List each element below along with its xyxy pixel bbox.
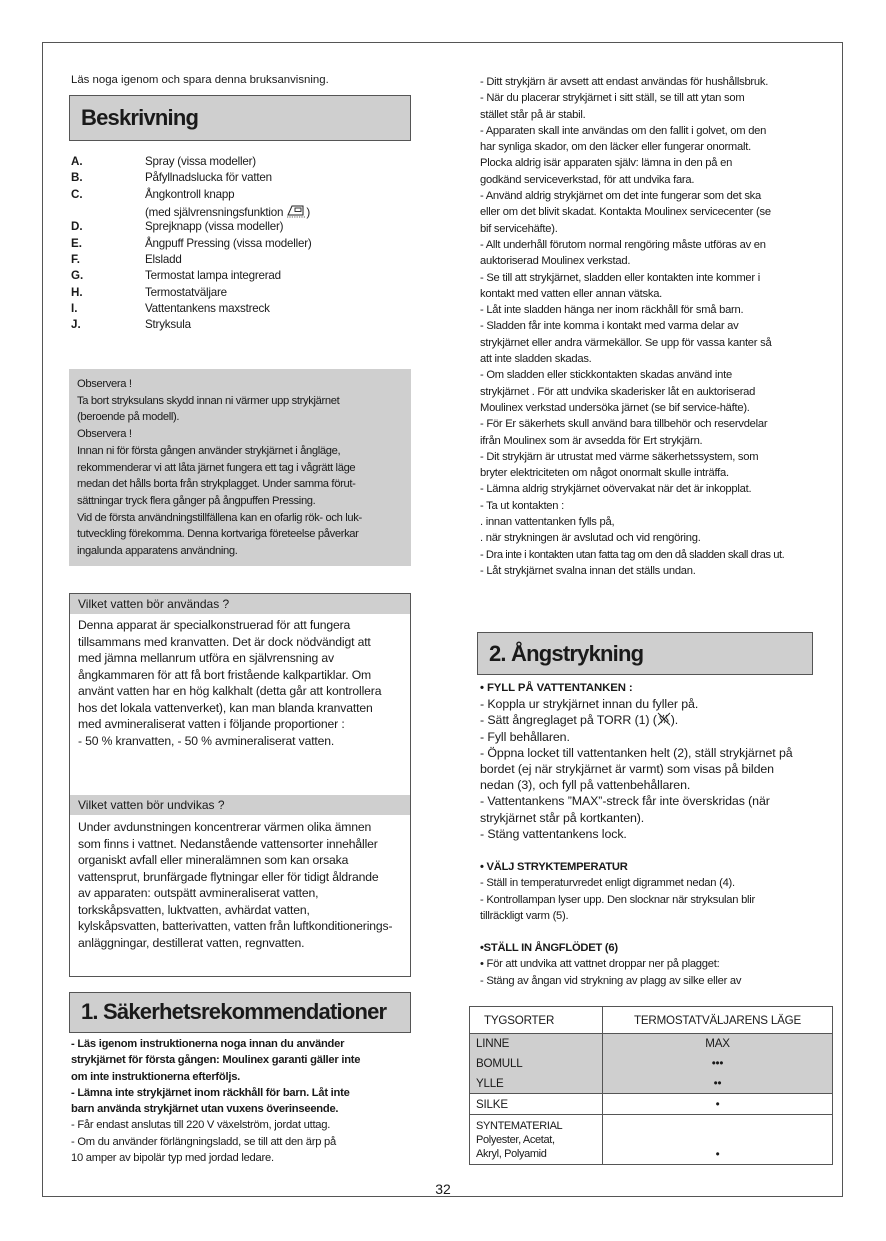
steam-title: 2. Ångstrykning xyxy=(489,641,644,666)
description-item: B. Påfyllnadslucka för vatten xyxy=(71,171,272,185)
description-item: E. Ångpuff Pressing (vissa modeller) xyxy=(71,236,312,250)
table-header-fabric: TYGSORTER xyxy=(470,1007,603,1034)
water-use-title: Vilket vatten bör användas ? xyxy=(70,594,410,614)
table-header-setting: TERMOSTATVÄLJARENS LÄGE xyxy=(603,1007,833,1034)
description-item: C. Ångkontroll knapp xyxy=(71,187,235,201)
water-avoid-title: Vilket vatten bör undvikas ? xyxy=(70,795,410,815)
fill-tank-section: • FYLL PÅ VATTENTANKEN : - Koppla ur strykjärnet innan du fyller på. - Sätt ångreglaget på TORR (1) ( ). - Fyll behållaren. - Öppna locket till vattentanken helt (2), ställ strykjärnet på bordet (ej när strykjärnet är varmt) som visas på bilden nedan (3), och fyll på vattenbehållaren. - Vattentankens ”MAX”-streck får inte överskridas (när strykjärnet står på kortkanten). - Stäng vattentankens lock. xyxy=(480,682,793,841)
description-item: F. Elsladd xyxy=(71,252,182,266)
description-item: A. Spray (vissa modeller) xyxy=(71,155,256,168)
temperature-section: • VÄLJ STRYKTEMPERATUR - Ställ in temperaturvredet enligt digrammet nedan (4). - Kontrollampan lyser upp. Den slocknar när stryksulan blir tillräckligt varm (5). xyxy=(480,861,756,922)
table-row: BOMULL ••• xyxy=(470,1054,833,1074)
safety-title: 1. Säkerhetsrekommendationer xyxy=(81,999,387,1024)
description-item: I. Vattentankens maxstreck xyxy=(71,301,270,315)
water-info-box xyxy=(69,593,411,977)
table-row: SILKE • xyxy=(470,1094,833,1115)
page-number: 32 xyxy=(435,1181,451,1197)
table-row: SYNTEMATERIAL Polyester, Acetat, Akryl, Polyamid • xyxy=(470,1115,833,1165)
description-heading xyxy=(69,95,411,141)
description-item: (med självrensningsfunktion ) xyxy=(145,206,311,219)
table-header-row xyxy=(470,1007,833,1034)
description-item: G. Termostat lampa integrerad xyxy=(71,269,281,283)
water-avoid-text: Under avdunstningen koncentrerar värmen olika ämnen som finns i vattnet. Nedanstående vattensorter innehåller organiskt avfall eller mineralämnen som kan orsaka vattensprut, brunfärgade flytningar eller för tidigt åldrande av apparaten: outspätt avmineraliserat vatten, torkskåpsvatten, luktvatten, avhärdat vatten, kylskåpsvatten, batterivatten, vatten från luftkonditionerings- anläggningar, destillerat vatten, regnvatten. xyxy=(78,820,393,950)
description-item: J. Stryksula xyxy=(71,318,191,332)
description-title: Beskrivning xyxy=(81,105,199,130)
safety-continued-text: - Ditt strykjärn är avsett att endast användas för hushållsbruk. - När du placerar strykjärnet i sitt ställ, se till att ytan som stället står på är stabil. - Apparaten skall inte användas om den fallit i golvet, om den har synliga skador, om den läcker eller fungerar onormalt. Plocka aldrig isär apparaten själv: lämna in den på en godkänd serviceverkstad, för att undvika fara. - Använd aldrig strykjärnet om det inte fungerar som det ska eller om det blivit skadat. Kontakta Moulinex servicecenter (se bif servicehäfte). - Allt underhåll förutom normal rengöring måste utföras av en auktoriserad Moulinex verkstad. - Se till att strykjärnet, sladden eller kontakten inte kommer i kontakt med vatten eller annan vätska. - Låt inte sladden hänga ner inom räckhåll för små barn. - Sladden får inte komma i kontakt med varma delar av strykjärnet eller andra värmekällor. Se upp för vassa kanter så att inte sladden skadas. - Om sladden eller stickkontakten skadas använd inte strykjärnet . För att undvika skaderisker låt en auktoriserad Moulinex verkstad undersöka järnet (se bif service-häfte). - För Er säkerhets skull använd bara tillbehör och reservdelar ifrån Moulinex som är avsedda för Ert strykjärn. - Dit strykjärn är utrustat med värme säkerhetssystem, som bryter elektriciteten om något onormalt skulle inträffa. - Lämna aldrig strykjärnet oövervakat när det är inkopplat. - Ta ut kontakten : . innan vattentanken fylls på, . när strykningen är avslutad och vid rengöring. - Dra inte i kontakten utan fatta tag om den då sladden skall dras ut. - Låt strykjärnet svalna innan det ställs undan. xyxy=(480,76,785,577)
water-use-text: Denna apparat är specialkonstruerad för att fungera tillsammans med kranvatten. Det är dock nödvändigt att med jämna mellanrum utföra en självrensning av ångkammaren för att få bort fristående kalkpartiklar. Om använt vatten har en hög kalkhalt (detta går att kontrollera hos det lokala vattenverket), kan man blanda kranvatten med avmineraliserat vatten i följande proportioner : - 50 % kranvatten, - 50 % avmineraliserat vatten. xyxy=(78,618,382,748)
description-item: D. Sprejknapp (vissa modeller) xyxy=(71,220,284,234)
safety-text: - Läs igenom instruktionerna noga innan du använder strykjärnet för första gången: Moulinex garanti gäller inte om inte instruktionerna efterföljs. - Lämna inte strykjärnet inom räckhåll för barn. Låt inte barn använda strykjärnet utan vuxens överinseende. - Får endast anslutas till 220 V växelström, jordat uttag. - Om du använder förlängningsladd, se till att den ärp på 10 amper av bipolär typ med jordad ledare. xyxy=(71,1038,361,1165)
description-item: H. Termostatväljare xyxy=(71,285,227,299)
no-steam-icon xyxy=(657,712,671,726)
intro-text: Läs noga igenom och spara denna bruksanvisning. xyxy=(71,74,329,86)
observation-note: Observera ! Ta bort stryksulans skydd innan ni värmer upp strykjärnet (beroende på modell). Observera ! Innan ni för första gången använder strykjärnet i ångläge, rekommenderar vi att låta järnet fungera ett tag i vågrätt läge medan det hålls borta från strykplagget. Under samma förut- sättningar tryck flera gånger på ångpuffen Pressing. Vid de första användningstillfällena kan en ofarlig rök- och luk- tutveckling förekomma. Denna kortvariga företeelse påverkar ingalunda apparatens användning. xyxy=(69,369,411,566)
self-clean-icon xyxy=(286,204,306,218)
steam-flow-section: •STÄLL IN ÅNGFLÖDET (6) • För att undvika att vattnet droppar ner på plagget: - Stäng av ångan vid strykning av plagg av silke eller av xyxy=(480,942,742,987)
table-row: YLLE •• xyxy=(470,1074,833,1094)
safety-heading xyxy=(69,992,411,1033)
steam-heading xyxy=(477,632,813,675)
table-row: LINNE MAX xyxy=(470,1034,833,1054)
temperature-table xyxy=(469,1006,833,1165)
